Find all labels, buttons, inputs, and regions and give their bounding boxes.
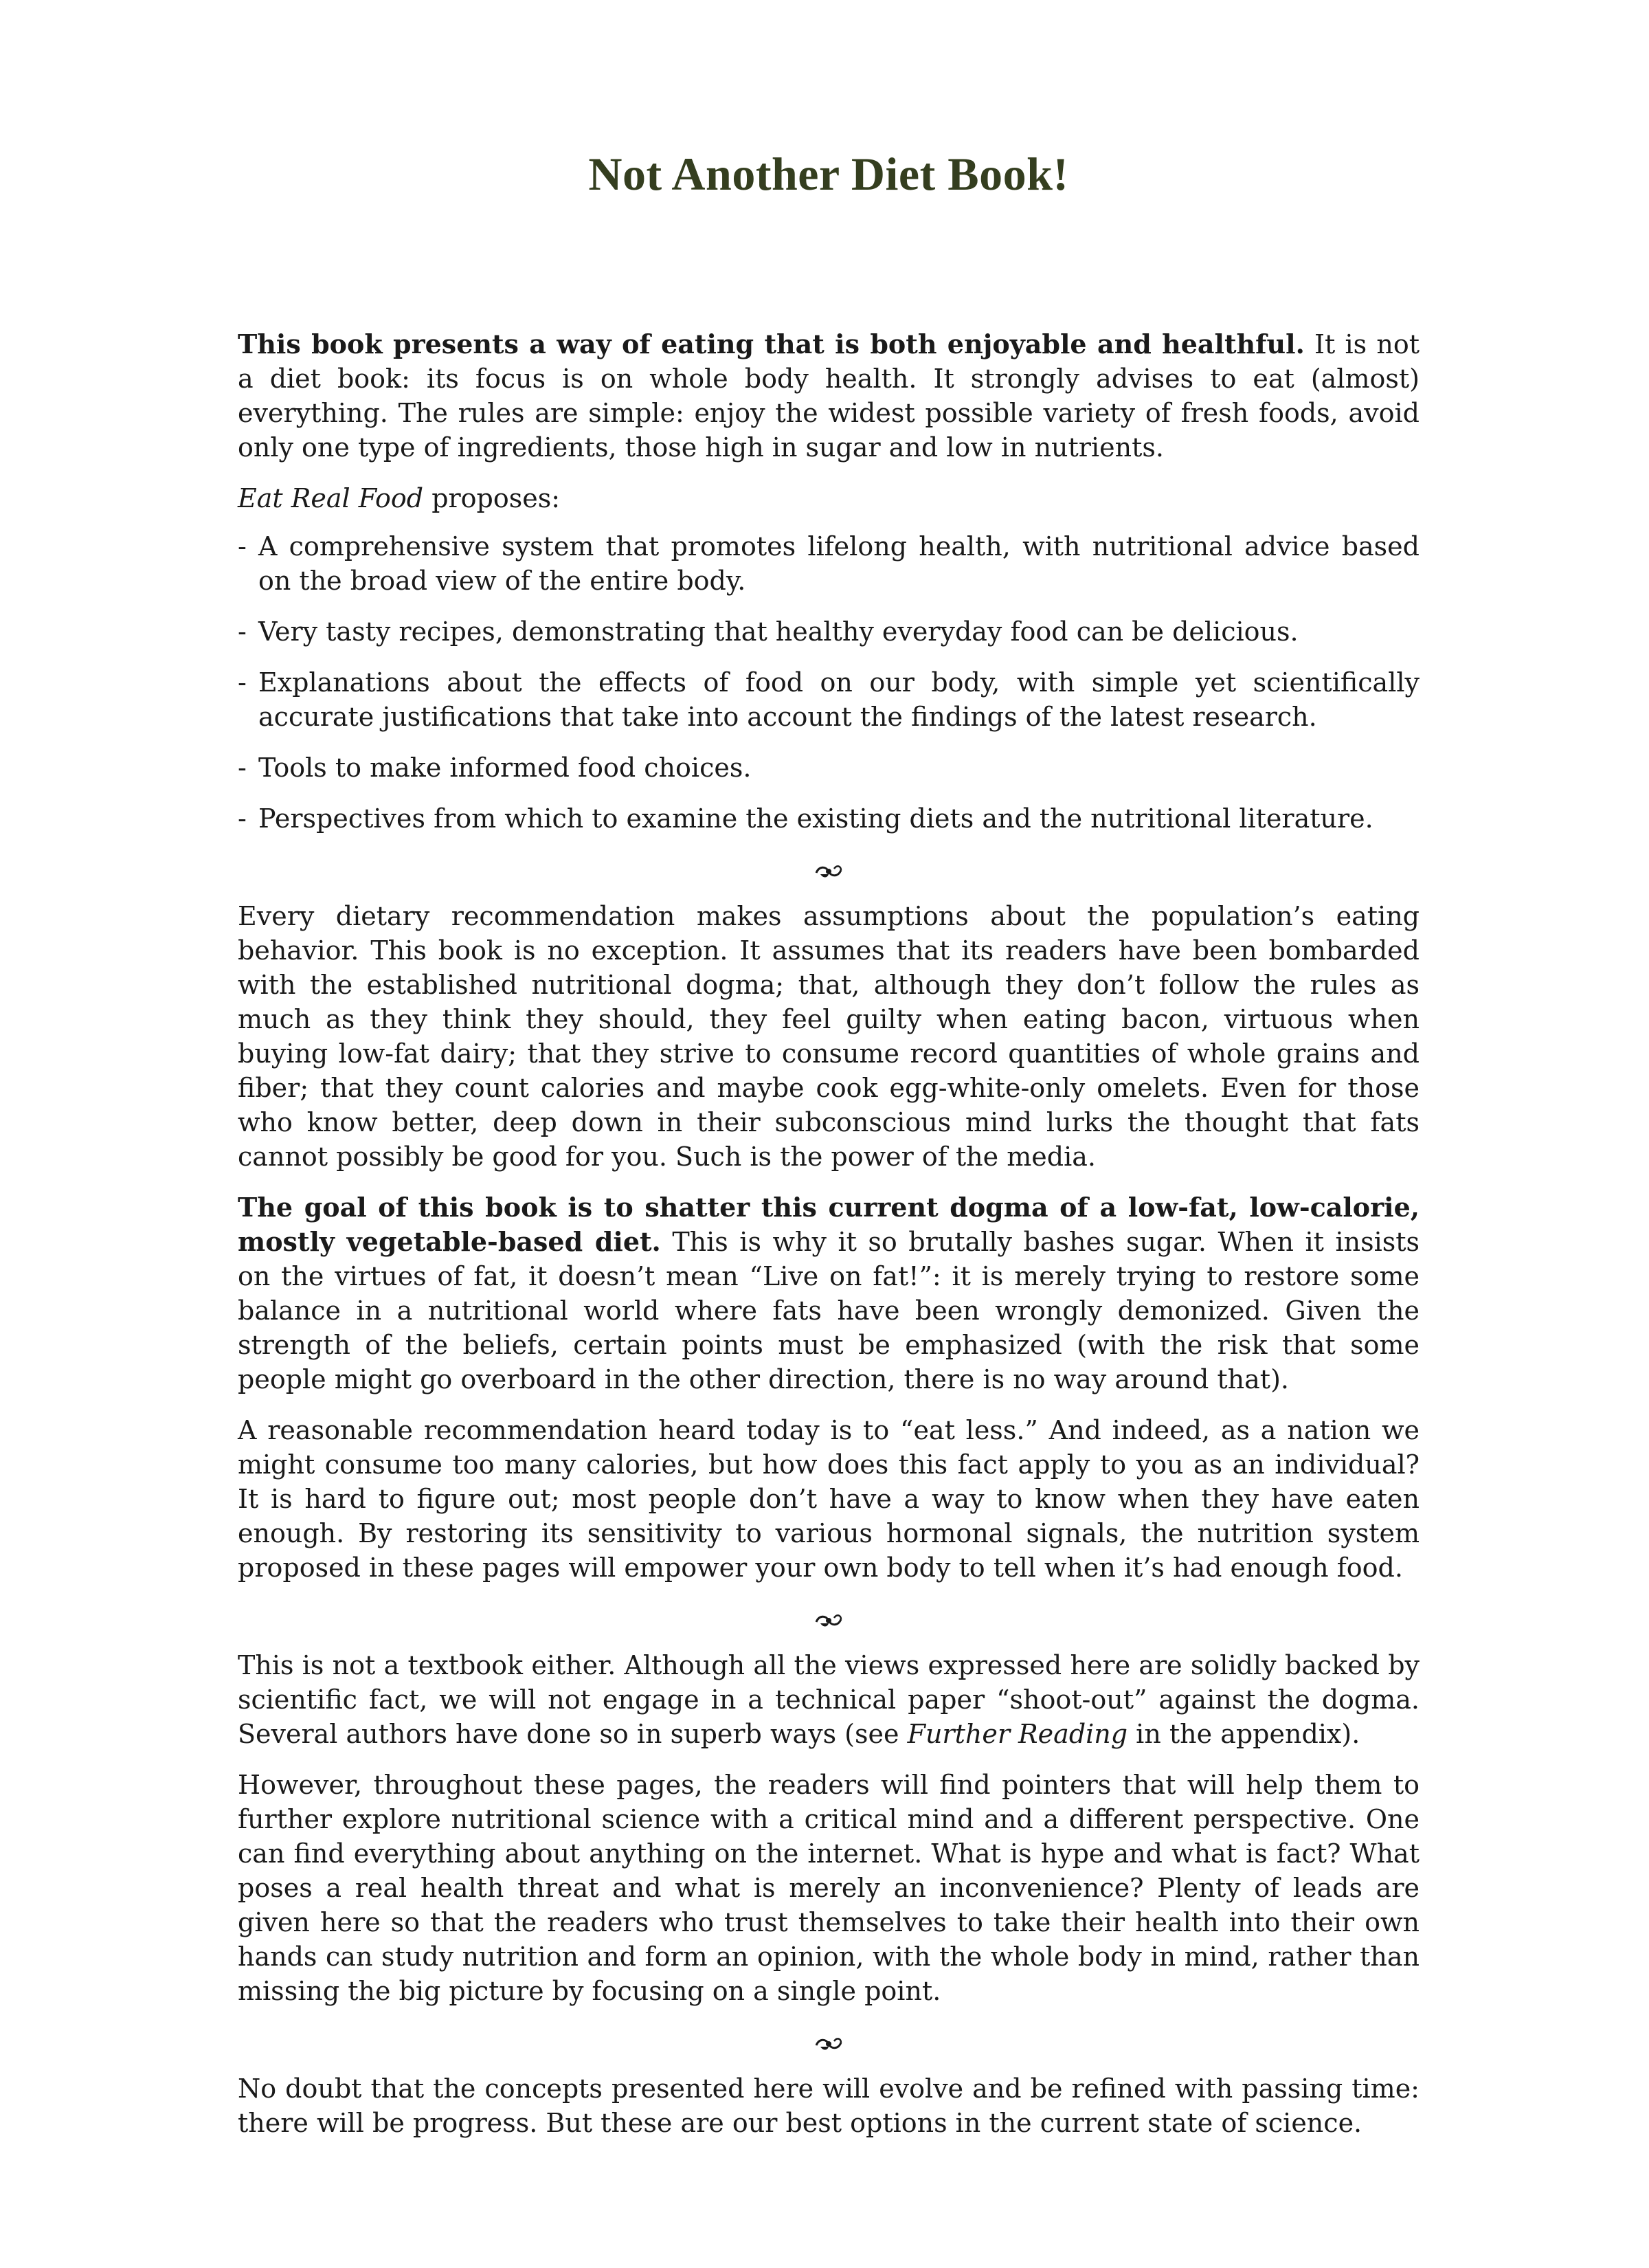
textbook-end: in the appendix). [1128,1719,1360,1749]
goal-rest: This is why it so brutally bashes sugar. When it insists on the virtues of fat, it doesn’t mean “Live on fat!”: it is merely trying to restore some balance in a nutritional world where fats have been wrongly demonized. Given the strength of the beliefs, certain points must be emphasized (with the risk that some people might go overboard in the other direction, there is no way around that). [238,1227,1420,1394]
fleuron-icon [238,2025,1420,2052]
list-item: - Tools to make informed food choices. [238,751,1420,785]
goal-paragraph [238,1190,1420,1397]
fleuron-icon [238,1601,1420,1629]
closing-paragraph: No doubt that the concepts presented here will evolve and be refined with passing time: there will be progress. But these are our best options in the current state of science. [238,2074,1420,2138]
book-title-italic: Eat Real Food [238,483,424,513]
intro-paragraph [238,327,1420,465]
proposes-line [238,481,1420,515]
page-title: Not Another Diet Book! [588,148,1069,200]
list-item: - A comprehensive system that promotes lifelong health, with nutritional advice based on the broad view of the entire body. [238,529,1420,598]
proposal-list [238,529,1420,836]
list-item: - Explanations about the effects of food on our body, with simple yet scientifically accurate justifications that take into account the findings of the latest research. [238,665,1420,734]
fleuron-icon [238,852,1420,880]
textbook-paragraph [238,1648,1420,1751]
pointers-paragraph: However, throughout these pages, the readers will find pointers that will help them to further explore nutritional science with a critical mind and a different perspective. One can find everything about anything on the internet. What is hype and what is fact? What poses a real health threat and what is merely an inconvenience? Plenty of leads are given here so that the readers who trust themselves to take their health into their own hands can study nutrition and form an opinion, with the whole body in mind, rather than missing the big picture by focusing on a single point. [238,1770,1420,2006]
page-body [238,327,1420,2157]
intro-bold-lead: This book presents a way of eating that is both enjoyable and healthful. [238,329,1305,359]
list-item: - Very tasty recipes, demonstrating that healthy everyday food can be delicious. [238,614,1420,649]
proposes-rest: proposes: [423,483,561,513]
goal-bold-lead: The goal of this book is to shatter this current dogma of a low-fat, low-calorie, mostly vegetable-based diet. [238,1192,1420,1257]
textbook-start: This is not a textbook either. Although all the views expressed here are solidly backed by scientific fact, we will not engage in a technical paper “shoot-out” against the dogma. Several authors have done so in superb ways (see [238,1650,1420,1749]
assumptions-paragraph: Every dietary recommendation makes assumptions about the population’s eating behavior. This book is no exception. It assumes that its readers have been bombarded with the established nutritional dogma; that, although they don’t follow the rules as much as they think they should, they feel guilty when eating bacon, virtuous when buying low-fat dairy; that they strive to consume record quantities of whole grains and fiber; that they count calories and maybe cook egg-white-only omelets. Even for those who know better, deep down in their subconscious mind lurks the thought that fats cannot possibly be good for you. Such is the power of the media. [238,901,1420,1172]
further-reading-italic: Further Reading [907,1719,1128,1749]
eat-less-paragraph: A reasonable recommendation heard today is to “eat less.” And indeed, as a nation we might consume too many calories, but how does this fact apply to you as an individual? It is hard to figure out; most people don’t have a way to know when they have eaten enough. By restoring its sensitivity to various hormonal signals, the nutrition system proposed in these pages will empower your own body to tell when it’s had enough food. [238,1415,1420,1583]
intro-rest: It is not a diet book: its focus is on whole body health. It strongly advises to eat (almost) everything. The rules are simple: enjoy the widest possible variety of fresh foods, avoid only one type of ingredients, those high in sugar and low in nutrients. [238,329,1420,463]
list-item: - Perspectives from which to examine the existing diets and the nutritional literature. [238,801,1420,836]
